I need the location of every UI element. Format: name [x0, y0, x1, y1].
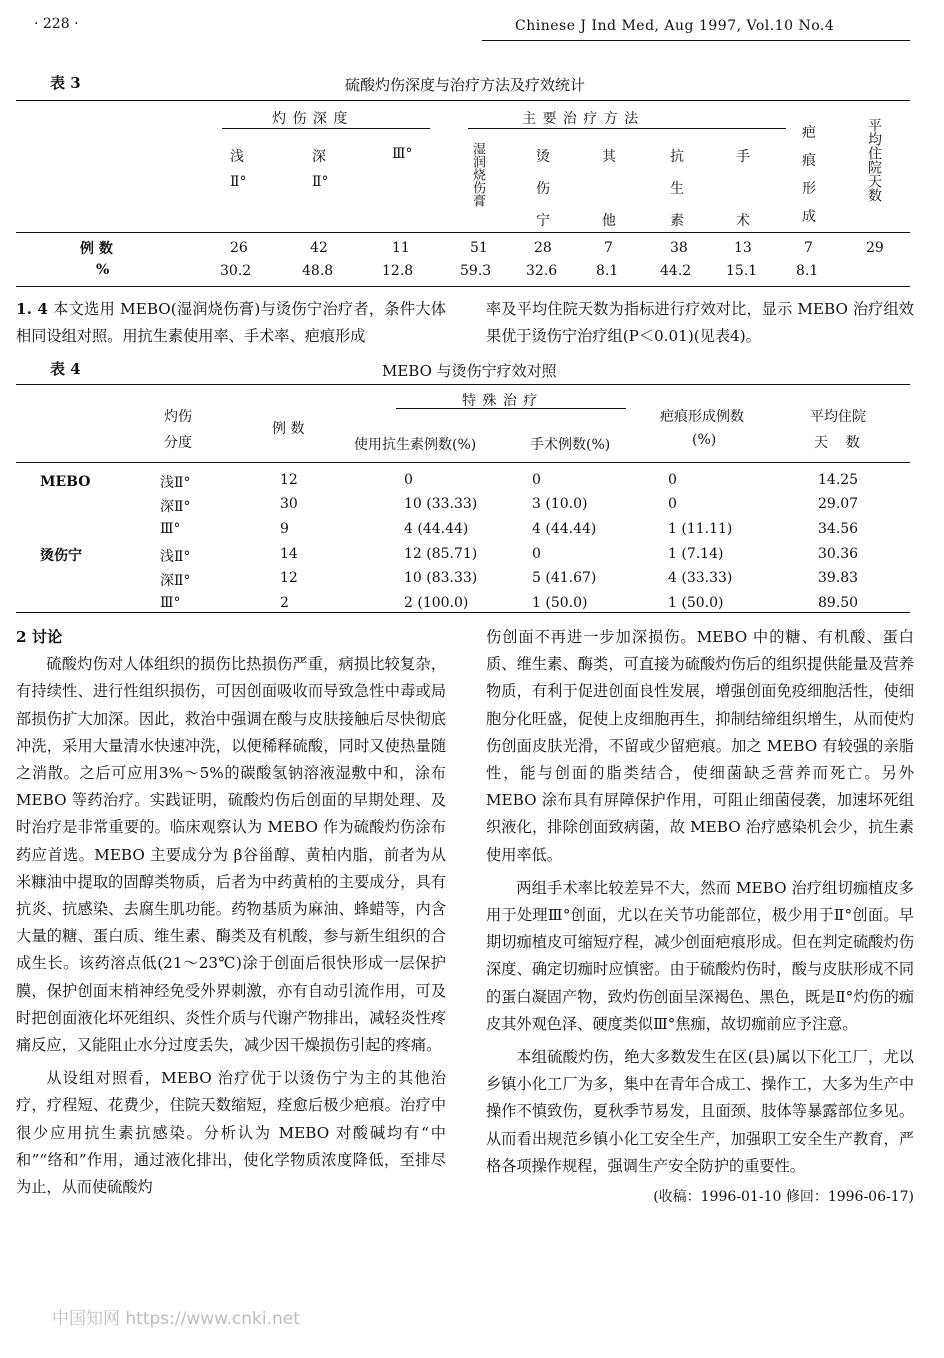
table4-h-surgery: 手术例数(%) [530, 437, 611, 453]
table3-row-pct-label: % [96, 262, 110, 278]
table3-cell: 13 [734, 240, 752, 256]
table3-title: 硫酸灼伤深度与治疗方法及疗效统计 [345, 76, 586, 94]
table3-col-tsn-3: 宁 [536, 213, 550, 229]
discussion-left-column [16, 624, 446, 1201]
table4-cell: 29.07 [818, 496, 859, 512]
table3-cell: 7 [604, 240, 613, 256]
table3-top-rule [16, 100, 910, 101]
table3-row-cases-label: 例 数 [80, 241, 113, 257]
table4-cell: 深Ⅱ° [160, 499, 191, 515]
table4-group-tsn: 烫伤宁 [40, 548, 82, 564]
table3-col-surgery-1: 手 [736, 149, 750, 165]
table3-cell: 15.1 [726, 263, 758, 279]
table3-cell: 8.1 [796, 263, 819, 279]
table4-cell: 4 (44.44) [404, 521, 469, 537]
table4-cell: 89.50 [818, 595, 859, 611]
table4-h-degree-2: 分度 [164, 435, 192, 451]
table3-col-deep-2: Ⅱ° [312, 174, 329, 190]
table3-bottom-rule [16, 286, 910, 287]
table4-cell: 30 [280, 496, 298, 512]
table4-cell: 10 (33.33) [404, 496, 478, 512]
received-dates: (收稿：1996-01-10 修回：1996-06-17) [653, 1189, 914, 1206]
section-1-4-left [16, 296, 446, 350]
table3-cell: 26 [230, 240, 248, 256]
discussion-right-p2: 两组手术率比较差异不大，然而 MEBO 治疗组切痂植皮多用于处理Ⅲ°创面，尤以在关节功能部位，极少用于Ⅱ°创面。早期切痂植皮可缩短疗程，减少创面疤痕形成。但在判定硫酸灼伤深度、确定切痂时应慎密。由于硫酸灼伤时，酸与皮肤形成不同的蛋白凝固产物，致灼伤创面呈深褐色、黑色，既是Ⅱ°灼伤的痂皮其外观色泽、硬度类似Ⅲ°焦痂，故切痂前应予注意。 [486, 878, 914, 1033]
discussion-right-p3: 本组硫酸灼伤，绝大多数发生在区(县)属以下化工厂，尤以乡镇小化工厂为多，集中在青年合成工、操作工，大多为生产中操作不慎致伤，夏秋季节易发，且面颈、肢体等暴露部位多见。从而看出规范乡镇小化工安全生产，加强职工安全生产教育，严格各项操作规程，强调生产安全防护的重要性。 [486, 1048, 914, 1175]
table4-cell: Ⅲ° [160, 521, 181, 537]
table3-cell: 42 [310, 240, 328, 256]
discussion-left-p2: 从设组对照看，MEBO 治疗优于以烫伤宁为主的其他治疗，疗程短、花费少，住院天数缩短，痊愈后极少疤痕。治疗中很少应用抗生素抗感染。分析认为 MEBO 对酸碱均有“中和”“络和”作用，通过液化排出，使化学物质浓度降低，至排尽为止，从而使硫酸灼 [16, 1069, 446, 1197]
table3-cell: 32.6 [526, 263, 558, 279]
table4-h-scar-1: 疤痕形成例数 [660, 409, 744, 425]
table4-cell: 14.25 [818, 472, 859, 488]
table3-col-anti-3: 素 [670, 213, 684, 229]
table3-col-days: 平均住院天数 [866, 118, 882, 202]
table4-cell: 10 (83.33) [404, 570, 478, 586]
table3-cell: 51 [470, 240, 488, 256]
table4-h-days-2: 天 数 [814, 435, 860, 451]
table4-cell: 30.36 [818, 546, 859, 562]
table3-col-scar-2: 痕 [802, 153, 816, 169]
discussion-heading: 2 讨论 [16, 628, 63, 646]
table3-col-tsn-2: 伤 [536, 181, 550, 197]
table4-bottom-rule [16, 612, 910, 613]
table4-cell: 1 (50.0) [668, 595, 724, 611]
table3-col-surgery-2: 术 [736, 213, 750, 229]
table3-col-anti-2: 生 [670, 181, 684, 197]
table4-cell: 2 (100.0) [404, 595, 469, 611]
table3-group-treat: 主 要 治 疗 方 法 [522, 111, 640, 127]
table3-cell: 48.8 [302, 263, 334, 279]
table4-h-cases: 例 数 [272, 421, 305, 437]
section-1-4-text-left: 本文选用 MEBO(湿润烧伤膏)与烫伤宁治疗者，条件大体相同设组对照。用抗生素使用率、手术率、疤痕形成 [16, 300, 447, 346]
table4-h-anti: 使用抗生素例数(%) [354, 437, 477, 453]
table4-special-rule [396, 408, 626, 409]
discussion-right-p1: 伤创面不再进一步加深损伤。MEBO 中的糖、有机酸、蛋白质、维生素、酶类，可直接为硫酸灼伤后的组织提供能量及营养物质，有利于促进创面良性发展，增强创面免疫细胞活性，使细胞分化旺盛，促使上皮细胞再生，抑制结缔组织增生，从而使灼伤创面皮肤光滑，不留或少留疤痕。加之 MEBO 有较强的亲脂性，能与创面的脂类结合，使细菌缺乏营养而死亡。另外 MEBO 涂布具有屏障保护作用，可阻止细菌侵袭，加速坏死组织液化，排除创面致病菌，故 MEBO 治疗感染机会少，抗生素使用率低。 [486, 628, 914, 864]
table4-cell: 34.56 [818, 521, 859, 537]
journal-header: Chinese J Ind Med, Aug 1997, Vol.10 No.4 [515, 18, 835, 34]
table4-cell: 12 (85.71) [404, 546, 478, 562]
table3-cell: 7 [804, 240, 813, 256]
table3-col-scar-3: 形 [802, 181, 816, 197]
table4-h-scar-2: (%) [692, 432, 717, 448]
table4-h-special: 特 殊 治 疗 [462, 393, 539, 409]
table3-col-other-2: 他 [602, 213, 616, 229]
table3-group-depth-rule [222, 128, 430, 129]
table4-cell: 0 [532, 546, 541, 562]
table3-header-rule [16, 232, 910, 233]
table4-cell: 0 [404, 472, 413, 488]
table4-cell: 14 [280, 546, 298, 562]
table4-cell: 1 (11.11) [668, 521, 733, 537]
table3-col-third: Ⅲ° [392, 146, 413, 162]
table3-cell: 11 [392, 240, 410, 256]
table4-cell: 4 (44.44) [532, 521, 597, 537]
table4-cell: 浅Ⅱ° [160, 549, 191, 565]
table3-cell: 59.3 [460, 263, 492, 279]
table3-cell: 29 [866, 240, 884, 256]
table3-col-deep-1: 深 [312, 149, 326, 165]
table4-cell: 9 [280, 521, 289, 537]
table4-group-mebo: MEBO [40, 474, 91, 490]
table4-cell: 1 (7.14) [668, 546, 724, 562]
table4-cell: 1 (50.0) [532, 595, 588, 611]
table3-col-shallow-1: 浅 [230, 149, 244, 165]
table3-col-tsn-1: 烫 [536, 149, 550, 165]
table4-h-degree-1: 灼伤 [164, 409, 192, 425]
discussion-right-column [486, 624, 914, 1211]
table4-cell: 39.83 [818, 570, 859, 586]
cnki-watermark: 中国知网 https://www.cnki.net [52, 1309, 300, 1329]
table3-cell: 12.8 [382, 263, 414, 279]
table3-cell: 38 [670, 240, 688, 256]
table4-cell: 3 (10.0) [532, 496, 588, 512]
table4-cell: 0 [668, 496, 677, 512]
table4-title: MEBO 与烫伤宁疗效对照 [382, 362, 557, 380]
table4-cell: 深Ⅱ° [160, 573, 191, 589]
table4-cell: 浅Ⅱ° [160, 475, 191, 491]
table3-cell: 28 [534, 240, 552, 256]
discussion-left-p1: 硫酸灼伤对人体组织的损伤比热损伤严重，病损比较复杂，有持续性、进行性组织损伤，可因创面吸收而导致急性中毒或局部损伤扩大加深。因此，救治中强调在酸与皮肤接触后尽快彻底冲洗，采用大量清水快速冲洗，以便稀释硫酸，同时又使热量随之消散。之后可应用3%～5%的碳酸氢钠溶液湿敷中和，涂布 MEBO 等药治疗。实践证明，硫酸灼伤后创面的早期处理、及时治疗是非常重要的。临床观察认为 MEBO 作为硫酸灼伤涂布药应首选。MEBO 主要成分为 β谷甾醇、黄柏内脂，前者为从米糠油中提取的固醇类物质，后者为中药黄柏的主要成分，具有抗炎、抗感染、去腐生肌功能。药物基质为麻油、蜂蜡等，内含大量的糖、蛋白质、维生素、酶类及有机酸，参与新生组织的合成生长。该药溶点低(21～23℃)涂于创面后很快形成一层保护膜，保护创面末梢神经免受外界刺激，亦有自动引流作用，可及时把创面液化坏死组织、炎性介质与代谢产物排出，减轻炎性疼痛反应，又能阻止水分过度丢失，减少因干燥损伤引起的疼痛。 [16, 655, 446, 1055]
table4-h-days-1: 平均住院 [810, 409, 866, 425]
table4-top-rule [16, 384, 910, 385]
table3-group-treat-rule [468, 128, 786, 129]
section-1-4-number: 1. 4 [16, 300, 49, 318]
table4-cell: 4 (33.33) [668, 570, 733, 586]
table4-cell: 2 [280, 595, 289, 611]
table4-cell: 12 [280, 570, 298, 586]
table4-cell: 12 [280, 472, 298, 488]
table4-cell: Ⅲ° [160, 595, 181, 611]
table3-cell: 8.1 [596, 263, 619, 279]
table3-group-depth: 灼 伤 深 度 [272, 111, 349, 127]
table3-col-shallow-2: Ⅱ° [230, 174, 247, 190]
table4-header-rule [16, 462, 910, 463]
table3-col-scar-1: 疤 [802, 125, 816, 141]
table4-cell: 0 [668, 472, 677, 488]
table3-col-mebo: 湿润烧伤膏 [470, 142, 485, 207]
table4-cell: 0 [532, 472, 541, 488]
table4-caption: 表 4 [50, 360, 81, 378]
page-number: · 228 · [34, 16, 79, 32]
table3-col-scar-4: 成 [802, 209, 816, 225]
section-1-4-right: 率及平均住院天数为指标进行疗效对比，显示 MEBO 治疗组效果优于烫伤宁治疗组(P＜0.01)(见表4)。 [486, 300, 914, 346]
table3-caption: 表 3 [50, 74, 81, 92]
table3-cell: 30.2 [220, 263, 252, 279]
table3-cell: 44.2 [660, 263, 692, 279]
header-rule [482, 40, 910, 41]
table4-cell: 5 (41.67) [532, 570, 597, 586]
table3-col-other-1: 其 [602, 149, 616, 165]
table3-col-anti-1: 抗 [670, 149, 684, 165]
